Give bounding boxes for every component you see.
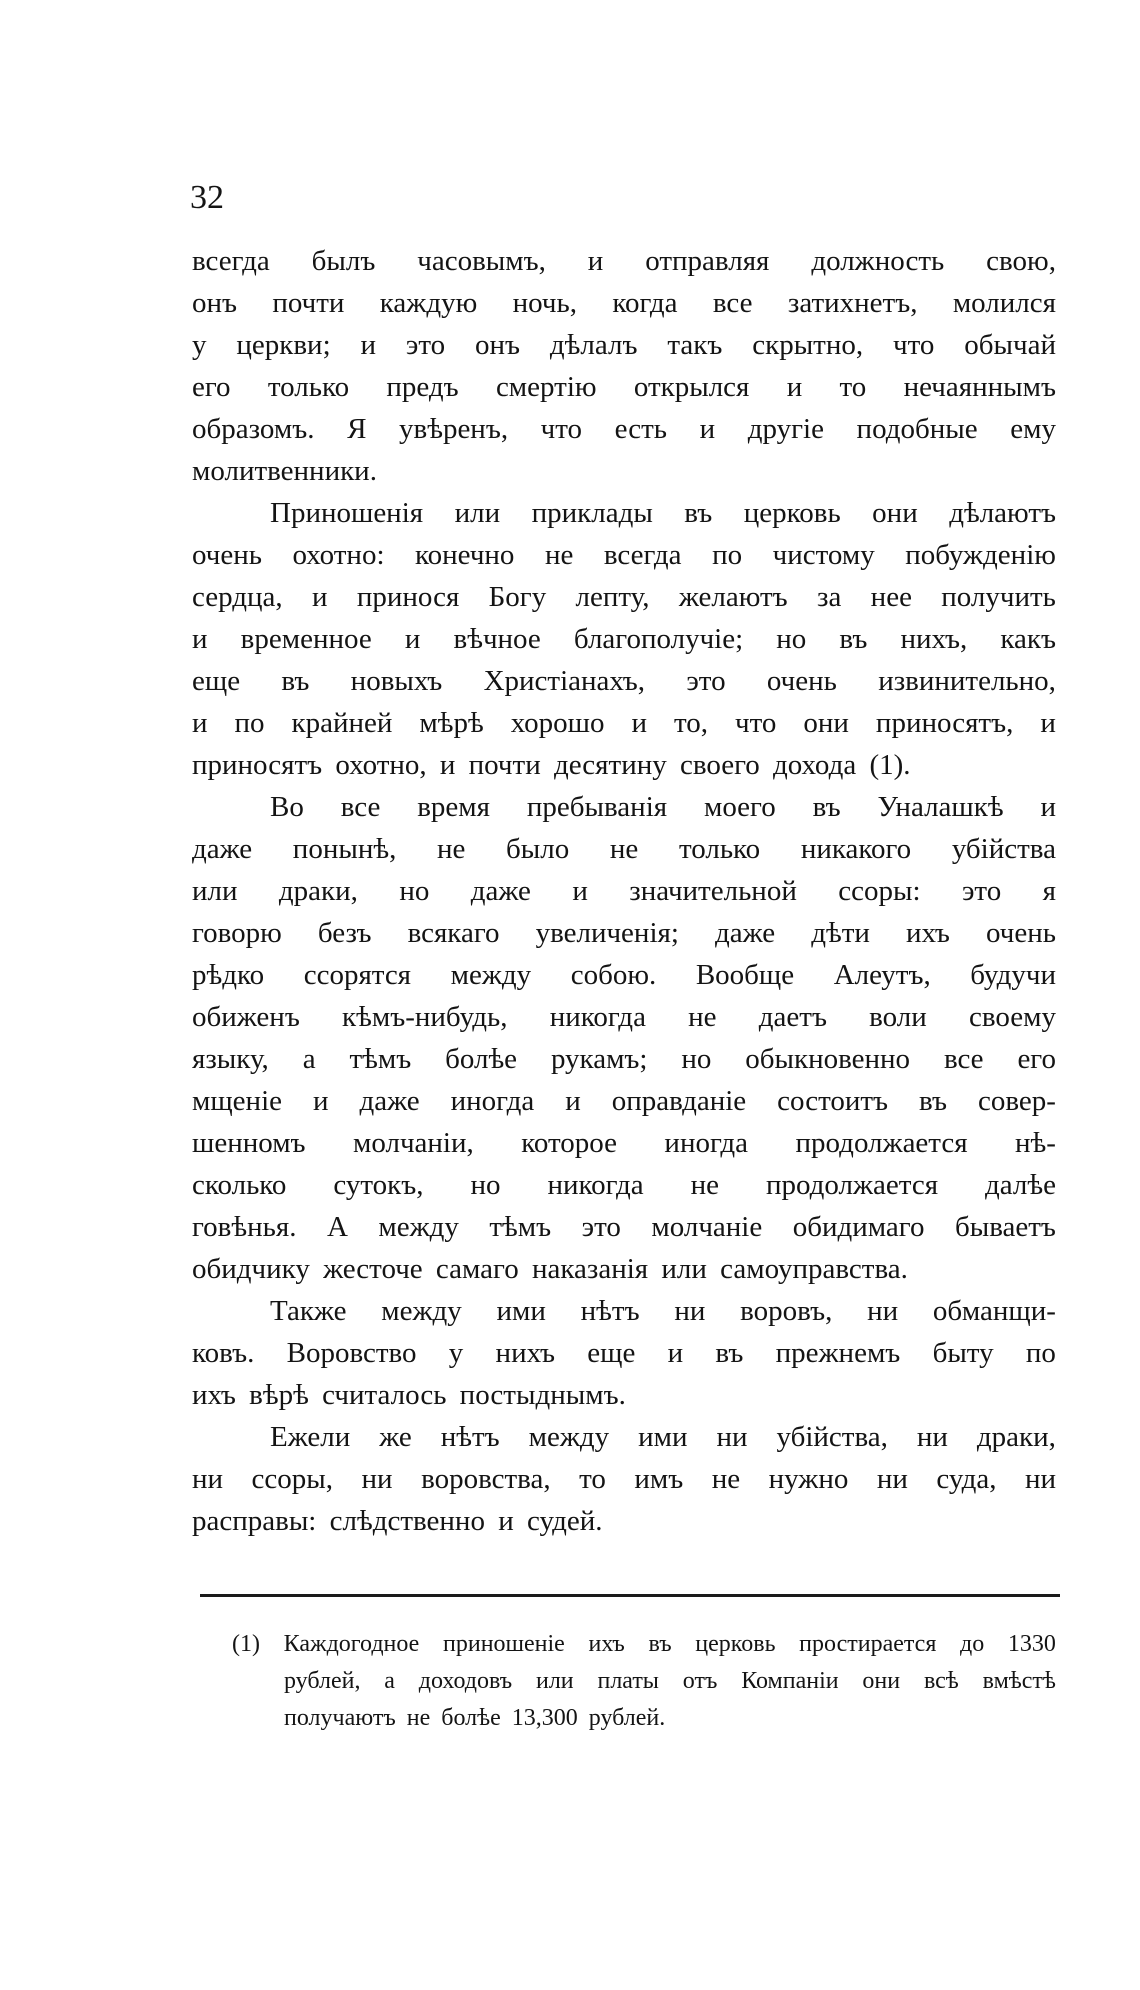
text-line: сколько сутокъ, но никогда не продолжается далѣе bbox=[192, 1169, 1056, 1201]
text-line: Также между ими нѣтъ ни воровъ, ни обманщи- bbox=[270, 1295, 1056, 1327]
text-line: всегда былъ часовымъ, и отправляя должность свою, bbox=[192, 245, 1056, 277]
text-line: даже понынѣ, не было не только никакого убійства bbox=[192, 833, 1056, 865]
footnote-line: получаютъ не болѣе 13,300 рублей. bbox=[284, 1705, 666, 1731]
footnote-line: рублей, а доходовъ или платы отъ Компаніи они всѣ вмѣстѣ bbox=[284, 1668, 1056, 1694]
text-line: или драки, но даже и значительной ссоры: это я bbox=[192, 875, 1056, 907]
text-line: его только предъ смертію открылся и то нечаяннымъ bbox=[192, 371, 1056, 403]
text-line: Во все время пребыванія моего въ Уналашкѣ и bbox=[270, 791, 1056, 823]
text-line: говѣнья. А между тѣмъ это молчаніе обидимаго бываетъ bbox=[192, 1211, 1056, 1243]
text-line: сердца, и принося Богу лепту, желаютъ за нее получить bbox=[192, 581, 1056, 613]
page-number: 32 bbox=[190, 179, 224, 216]
paragraph bbox=[192, 786, 1056, 1290]
text-line: Приношенія или приклады въ церковь они дѣлаютъ bbox=[270, 497, 1056, 529]
text-line: шенномъ молчаніи, которое иногда продолжается нѣ- bbox=[192, 1127, 1056, 1159]
body-text bbox=[192, 240, 1056, 1542]
text-line: очень охотно: конечно не всегда по чистому побужденію bbox=[192, 539, 1056, 571]
text-line: языку, а тѣмъ болѣе рукамъ; но обыкновенно все его bbox=[192, 1043, 1056, 1075]
text-line: ни ссоры, ни воровства, то имъ не нужно ни суда, ни bbox=[192, 1463, 1056, 1495]
text-line: обиженъ кѣмъ-нибудь, никогда не даетъ воли своему bbox=[192, 1001, 1056, 1033]
paragraph bbox=[192, 1290, 1056, 1416]
text-line: у церкви; и это онъ дѣлалъ такъ скрытно, что обычай bbox=[192, 329, 1056, 361]
text-line: образомъ. Я увѣренъ, что есть и другіе подобные ему bbox=[192, 413, 1056, 445]
footnote bbox=[192, 1626, 1056, 1737]
footnote-divider bbox=[200, 1594, 1060, 1597]
text-line: еще въ новыхъ Христіанахъ, это очень извинительно, bbox=[192, 665, 1056, 697]
text-line: и по крайней мѣрѣ хорошо и то, что они приносятъ, и bbox=[192, 707, 1056, 739]
text-line: и временное и вѣчное благополучіе; но въ нихъ, какъ bbox=[192, 623, 1056, 655]
paragraph bbox=[192, 492, 1056, 786]
paragraph bbox=[192, 240, 1056, 492]
text-line: приносятъ охотно, и почти десятину своего дохода (1). bbox=[192, 749, 911, 781]
footnote-line: (1) Каждогодное приношеніе ихъ въ церковь простирается до 1330 bbox=[232, 1631, 1056, 1657]
text-line: рѣдко ссорятся между собою. Вообще Алеутъ, будучи bbox=[192, 959, 1056, 991]
text-line: обидчику жесточе самаго наказанія или самоуправства. bbox=[192, 1253, 908, 1285]
text-line: расправы: слѣдственно и судей. bbox=[192, 1505, 603, 1537]
text-line: ковъ. Воровство у нихъ еще и въ прежнемъ быту по bbox=[192, 1337, 1056, 1369]
text-line: молитвенники. bbox=[192, 455, 377, 487]
text-line: онъ почти каждую ночь, когда все затихнетъ, молился bbox=[192, 287, 1056, 319]
text-line: Ежели же нѣтъ между ими ни убійства, ни драки, bbox=[270, 1421, 1056, 1453]
text-line: ихъ вѣрѣ считалось постыднымъ. bbox=[192, 1379, 626, 1411]
paragraph bbox=[192, 1416, 1056, 1542]
text-line: говорю безъ всякаго увеличенія; даже дѣти ихъ очень bbox=[192, 917, 1056, 949]
text-line: мщеніе и даже иногда и оправданіе состоитъ въ совер- bbox=[192, 1085, 1056, 1117]
